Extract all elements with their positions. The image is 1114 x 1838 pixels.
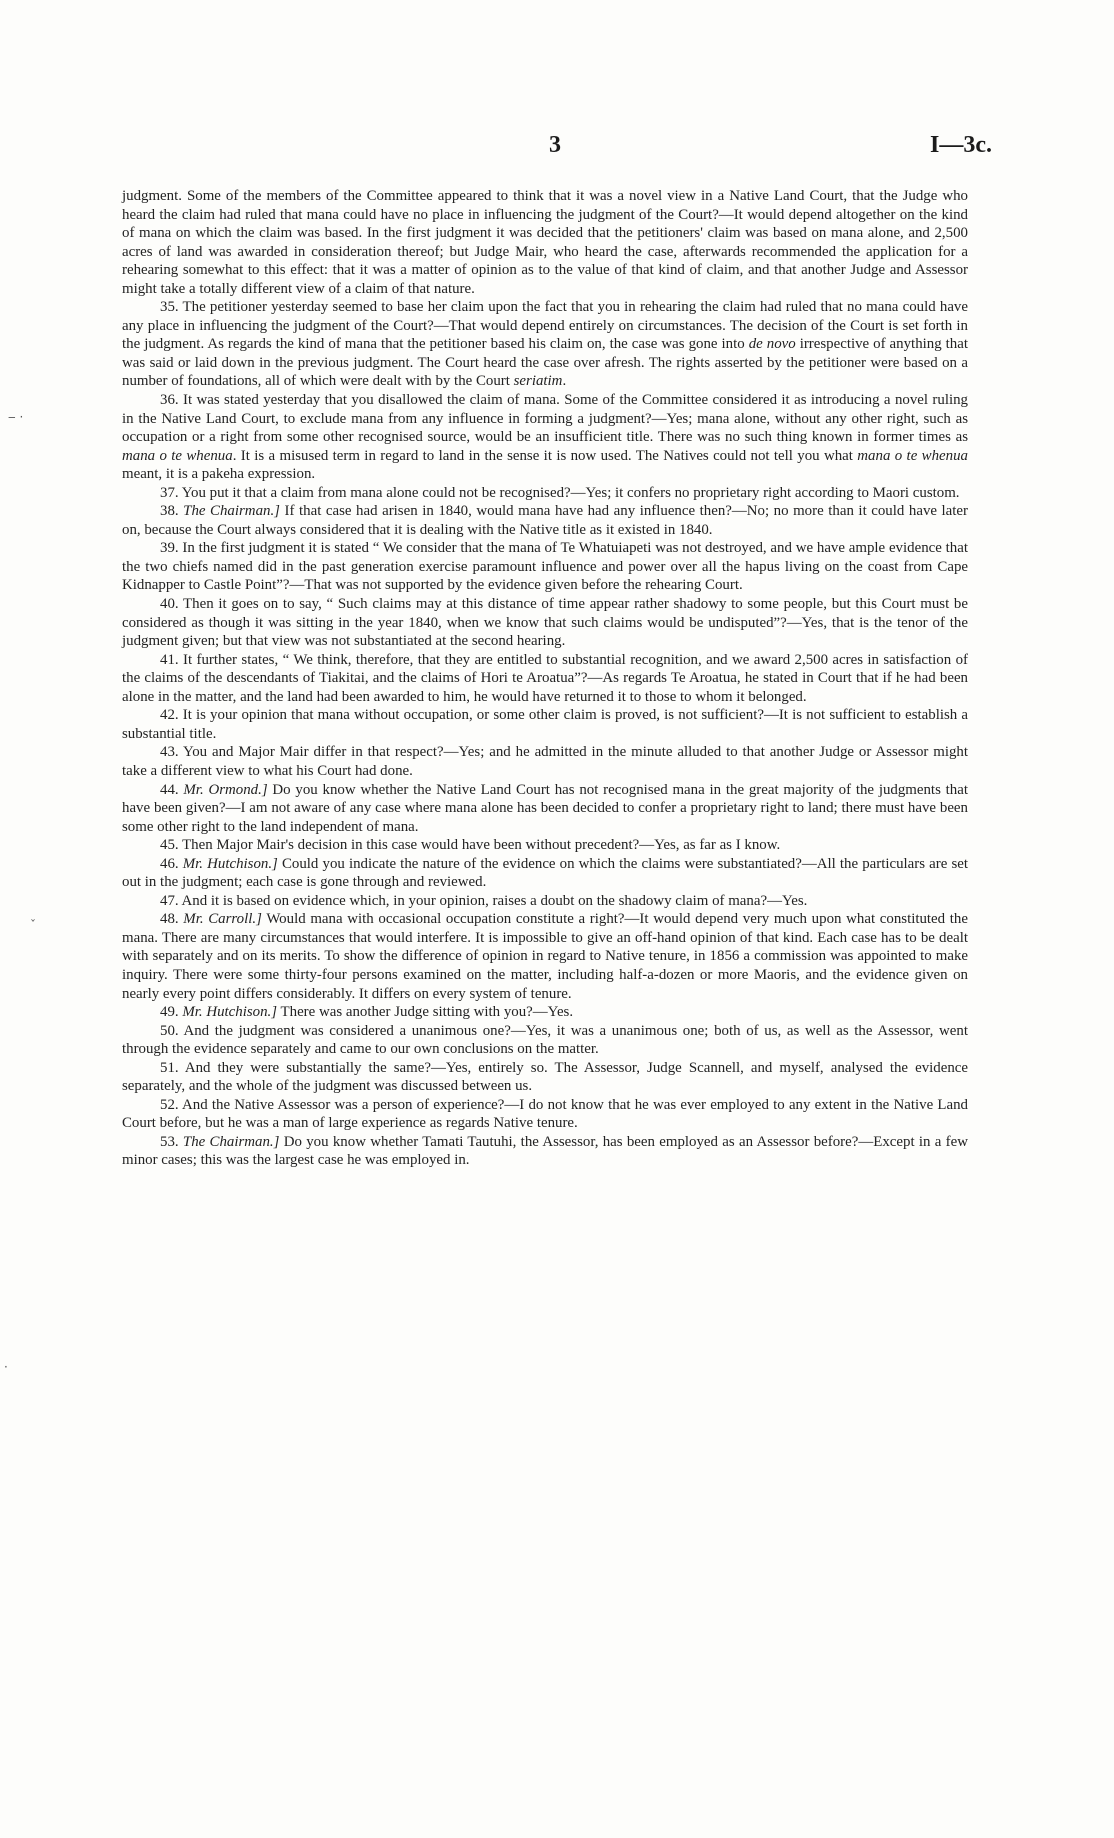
paragraph-continued: judgment. Some of the members of the Committee appeared to think that it was a novel view in a Native Land Court, that the Judge who heard the claim had ruled that mana could have no place in influencing the judgment of the Court?—It would depend altogether on the kind of mana on which the claim was based. In the first judgment it was decided that the petitioners' claim was based on mana alone, and 2,500 acres of land was awarded in consideration thereof; but Judge Mair, who heard the case, afterwards recommended the application for a rehearing somewhat to this effect: that it was a matter of opinion as to the value of that kind of claim, and that another Judge and Assessor might take a totally different view of a claim of that nature. xyxy=(122,188,968,297)
paragraph-53: 53. The Chairman.] Do you know whether Tamati Tautuhi, the Assessor, has been employed as an Assessor before?—Except in a few minor cases; this was the largest case he was employed in. xyxy=(122,1133,968,1169)
page-header xyxy=(0,132,1114,162)
paragraph-50: 50. And the judgment was considered a unanimous one?—Yes, it was a unanimous one; both of us, as well as the Assessor, went through the evidence separately and came to our own conclusions on the matter. xyxy=(122,1022,968,1058)
body-text xyxy=(122,187,968,1170)
paragraph-43: 43. You and Major Mair differ in that respect?—Yes; and he admitted in the minute alluded to that another Judge or Assessor might take a different view to what his Court had done. xyxy=(122,744,968,779)
paragraph-45: 45. Then Major Mair's decision in this case would have been without precedent?—Yes, as far as I know. xyxy=(160,837,781,854)
paragraph-37: 37. You put it that a claim from mana alone could not be recognised?—Yes; it confers no proprietary right according to Maori custom. xyxy=(160,484,960,501)
paragraph-40: 40. Then it goes on to say, “ Such claims may at this distance of time appear rather shadowy to some people, but this Court must be considered as though it was sitting in the year 1840, when we know that such claims would be undisputed”?—Yes, that is the tenor of the judgment given; but that view was not substantiated at the second hearing. xyxy=(122,596,968,650)
paragraph-41: 41. It further states, “ We think, therefore, that they are entitled to substantial recognition, and we award 2,500 acres in satisfaction of the claims of the descendants of Tiakitai, and the claims of Hori te Aroatua”?—As regards Te Aroatua, he stated in Court that if he had been alone in the matter, and the land had been awarded to him, he would have returned it to those to whom it belonged. xyxy=(122,651,968,705)
paragraph-51: 51. And they were substantially the same?—Yes, entirely so. The Assessor, Judge Scannell, and myself, analysed the evidence separately, and the whole of the judgment was discussed between us. xyxy=(122,1059,968,1095)
margin-mark: ˇ xyxy=(30,918,36,932)
paragraph-36: 36. It was stated yesterday that you disallowed the claim of mana. Some of the Committee considered it as introducing a novel ruling in the Native Land Court, to exclude mana from any influence in forming a judgment?—Yes; mana alone, without any other right, such as occupation or a right from some other recognised source, would be an insufficient title. There was no such thing known in former times as mana o te whenua. It is a misused term in regard to land in the sense it is now used. The Natives could not tell you what mana o te whenua meant, it is a pakeha expression. xyxy=(122,392,968,483)
paragraph-44: 44. Mr. Ormond.] Do you know whether the Native Land Court has not recognised mana in the great majority of the judgments that have been given?—I am not aware of any case where mana alone has been decided to confer a proprietary right to land; there must have been some other right to the land independent of mana. xyxy=(122,781,968,835)
paragraph-52: 52. And the Native Assessor was a person of experience?—I do not know that he was ever employed to any extent in the Native Land Court before, but he was a man of large experience as regards Native tenure. xyxy=(122,1096,968,1132)
document-code: I—3c. xyxy=(930,132,992,158)
page-number: 3 xyxy=(549,132,561,158)
paragraph-42: 42. It is your opinion that mana without occupation, or some other claim is proved, is not sufficient?—It is not sufficient to establish a substantial title. xyxy=(122,707,968,742)
paragraph-48: 48. Mr. Carroll.] Would mana with occasional occupation constitute a right?—It would depend very much upon what constituted the mana. There are many circumstances that would interfere. It is impossible to give an off-hand opinion of that kind. Each case has to be dealt with separately and on its merits. To show the difference of opinion in regard to Native tenure, in 1856 a commission was appointed to make inquiry. There were some thirty-four persons examined on the matter, including half-a-dozen or more Maoris, and the evidence given on nearly every point differs considerably. It differs on every system of tenure. xyxy=(122,911,968,1002)
margin-mark: ‒ · xyxy=(8,410,24,424)
paragraph-35: 35. The petitioner yesterday seemed to base her claim upon the fact that you in rehearing the claim had ruled that no mana could have any place in influencing the judgment of the Court?—That would depend entirely on circumstances. The decision of the Court is set forth in the judgment. As regards the kind of mana that the petitioner based his claim on, the case was gone into de novo irrespective of anything that was said or laid down in the previous judgment. The Court heard the case over afresh. The rights asserted by the petitioner were based on a number of foundations, all of which were dealt with by the Court seriatim. xyxy=(122,299,969,390)
paragraph-39: 39. In the first judgment it is stated “ We consider that the mana of Te Whatuiapeti was not destroyed, and we have ample evidence that the two chiefs named did in the past generation exercise paramount influence and power over all the hapus living on the coast from Cape Kidnapper to Castle Point”?—That was not supported by the evidence given before the rehearing Court. xyxy=(122,540,968,594)
paragraph-47: 47. And it is based on evidence which, in your opinion, raises a doubt on the shadowy claim of mana?—Yes. xyxy=(160,892,808,909)
paragraph-46: 46. Mr. Hutchison.] Could you indicate the nature of the evidence on which the claims were substantiated?—All the particulars are set out in the judgment; each case is gone through and reviewed. xyxy=(122,855,968,891)
paragraph-38: 38. The Chairman.] If that case had arisen in 1840, would mana have had any influence then?—No; no more than it could have later on, because the Court always considered that it is dealing with the Native title as it existed in 1840. xyxy=(122,503,968,538)
paragraph-49: 49. Mr. Hutchison.] There was another Judge sitting with you?—Yes. xyxy=(160,1004,574,1021)
margin-mark: · xyxy=(4,1360,8,1374)
